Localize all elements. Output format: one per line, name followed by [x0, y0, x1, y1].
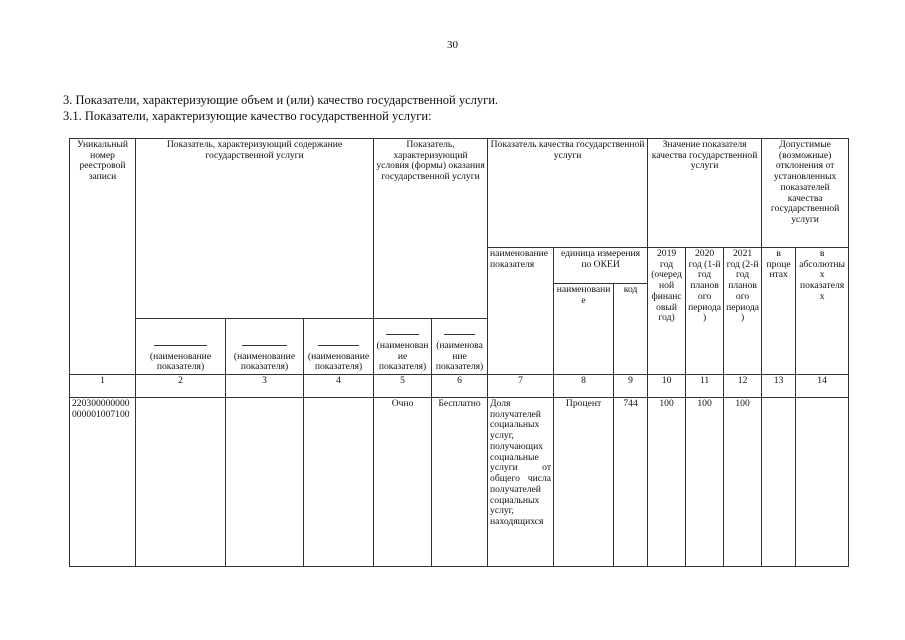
- column-number: 14: [796, 375, 849, 398]
- sub-header-name-5: [374, 319, 432, 375]
- value-2020-cell: 100: [686, 398, 724, 567]
- header-deviation-percent: в процентах: [762, 248, 796, 375]
- column-number: 8: [554, 375, 614, 398]
- header-year-2021: 2021 год (2-й год планового периода): [724, 248, 762, 375]
- header-allowed-deviation: Допустимые (возможные) отклонения от установленных показателей качества государственной услуги: [762, 139, 849, 248]
- section-heading: 3. Показатели, характеризующие объем и (или) качество государственной услуги.: [63, 93, 499, 107]
- header-conditions-indicator: Показатель, характеризующий условия (формы) оказания государственной услуги: [374, 139, 488, 319]
- sub-header-name-6: [432, 319, 488, 375]
- sub-header-label: (наименование показателя): [307, 350, 370, 373]
- payment-cell: Бесплатно: [432, 398, 488, 567]
- sub-header-label: (наименование показателя): [149, 350, 212, 373]
- column-number: 1: [70, 375, 136, 398]
- page-number: 30: [447, 39, 458, 51]
- value-2021-cell: 100: [724, 398, 762, 567]
- column-number: 11: [686, 375, 724, 398]
- registry-number-cell: 220300000000000001007100: [70, 398, 136, 567]
- column-number: 9: [614, 375, 648, 398]
- content-indicator-cell: [304, 398, 374, 567]
- column-number: 2: [136, 375, 226, 398]
- indicator-name-cell: Доля получателей социальных услуг, получающих социальные услуги от общего числа получателей социальных услуг, находящихся: [488, 398, 554, 567]
- column-number: 4: [304, 375, 374, 398]
- header-deviation-absolute: в абсолютных показателях: [796, 248, 849, 375]
- column-number: 7: [488, 375, 554, 398]
- unit-code-cell: 744: [614, 398, 648, 567]
- header-content-indicator: Показатель, характеризующий содержание государственной услуги: [136, 139, 374, 319]
- header-registry-number: Уникальный номер реестровой записи: [70, 139, 136, 375]
- quality-indicators-table: [69, 138, 849, 567]
- header-unit-code: код: [614, 284, 648, 375]
- column-number: 6: [432, 375, 488, 398]
- column-number: 5: [374, 375, 432, 398]
- value-2019-cell: 100: [648, 398, 686, 567]
- header-year-2019: 2019 год (очередной финансовый год): [648, 248, 686, 375]
- column-number: 10: [648, 375, 686, 398]
- deviation-absolute-cell: [796, 398, 849, 567]
- column-number: 12: [724, 375, 762, 398]
- column-number: 13: [762, 375, 796, 398]
- sub-header-name-4: [304, 319, 374, 375]
- content-indicator-cell: [226, 398, 304, 567]
- content-indicator-cell: [136, 398, 226, 567]
- header-okei-unit: единица измерения по ОКЕИ: [554, 248, 648, 284]
- sub-header-name-3: [226, 319, 304, 375]
- header-unit-name: наименование: [554, 284, 614, 375]
- header-quality-indicator: Показатель качества государственной услуги: [488, 139, 648, 248]
- sub-header-name-2: [136, 319, 226, 375]
- subsection-heading: 3.1. Показатели, характеризующие качество государственной услуги:: [63, 109, 432, 123]
- sub-header-label: (наименование показателя): [233, 350, 296, 373]
- header-year-2020: 2020 год (1-й год планового периода): [686, 248, 724, 375]
- service-form-cell: Очно: [374, 398, 432, 567]
- deviation-percent-cell: [762, 398, 796, 567]
- header-indicator-name: наименование показателя: [488, 248, 554, 375]
- sub-header-label: (наименование показателя): [376, 339, 429, 373]
- column-number: 3: [226, 375, 304, 398]
- header-indicator-value: Значение показателя качества государственной услуги: [648, 139, 762, 248]
- sub-header-label: (наименование показателя): [435, 339, 484, 373]
- unit-name-cell: Процент: [554, 398, 614, 567]
